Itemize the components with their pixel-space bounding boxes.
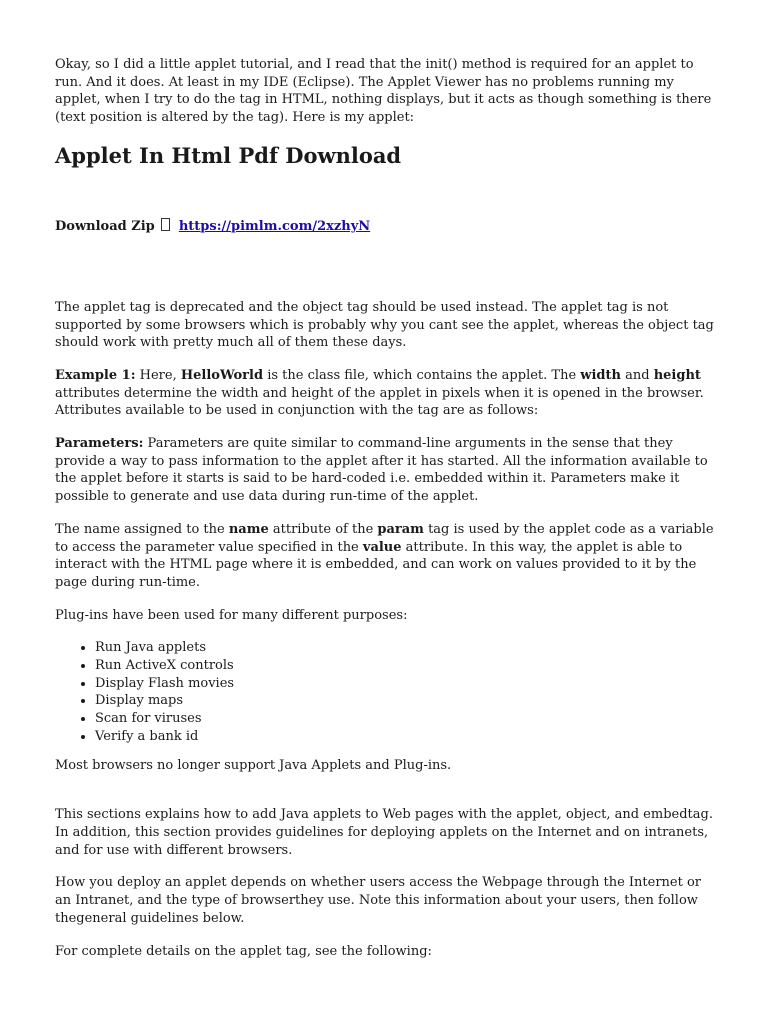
example-label: Example 1: (55, 367, 136, 383)
download-label: Download Zip (55, 218, 155, 234)
name-attr-text-3: tag is used by the applet code as a variable to access the parameter value specified in the (55, 521, 714, 555)
example-text-2: is the class file, which contains the applet. The (263, 367, 581, 383)
deploy-paragraph: How you deploy an applet depends on whether users access the Webpage through the Internet or an Intranet, and the type of browserthey use. Note this information about your users, then follow thegeneral guidelines below. (55, 875, 702, 926)
list-item: • Display maps (95, 692, 720, 710)
plugin-uses-list (55, 639, 720, 745)
plugins-intro-paragraph: Plug-ins have been used for many different purposes: (55, 607, 408, 623)
example-bold-height: height (653, 367, 701, 383)
deprecated-paragraph: The applet tag is deprecated and the object tag should be used instead. The applet tag is not supported by some browsers which is probably why you cant see the applet, whereas the object tag should work with pretty much all of them these days. (55, 299, 714, 351)
example-text-4: attributes determine the width and height of the applet in pixels when it is opened in the browser. Attributes available to be used in conjunction with the tag are as follows: (55, 385, 704, 419)
name-attr-text-1: The name assigned to the (55, 521, 229, 537)
list-item: • Run ActiveX controls (95, 657, 720, 675)
details-paragraph: For complete details on the applet tag, see the following: (55, 943, 432, 959)
name-attr-text-2: attribute of the (268, 521, 378, 537)
sections-paragraph: This sections explains how to add Java applets to Web pages with the applet, object, and embedtag. In addition, this section provides guidelines for deploying applets on the Internet and on intranets, and for use with different browsers. (55, 807, 713, 858)
name-attr-bold-name: name (228, 521, 269, 537)
example-text-1: Here, (135, 367, 181, 383)
download-link[interactable]: https://pimlm.com/2xzhyN (178, 218, 371, 234)
list-item: • Scan for viruses (95, 710, 720, 728)
missing-glyph-icon (161, 218, 170, 231)
example-bold-width: width (580, 367, 621, 383)
name-attr-bold-value: value (362, 539, 402, 555)
example-bold-helloworld: HelloWorld (180, 367, 264, 383)
name-attribute-paragraph (55, 521, 720, 592)
example-paragraph (55, 367, 720, 420)
parameters-text: Parameters are quite similar to command-line arguments in the sense that they provide a way to pass information to the applet after it has started. All the information available to the applet before it starts is said to be hard-coded i.e. embedded within it. Parameters make it possible to generate and use data during run-time of the applet. (55, 436, 708, 505)
page-title: Applet In Html Pdf Download (55, 142, 402, 168)
name-attr-bold-param: param (377, 521, 424, 537)
most-browsers-paragraph: Most browsers no longer support Java Applets and Plug-ins. (55, 757, 452, 773)
list-item: • Verify a bank id (95, 728, 720, 746)
intro-paragraph: Okay, so I did a little applet tutorial, and I read that the init() method is required for an applet to run. And it does. At least in my IDE (Eclipse). The Applet Viewer has no problems running my applet, when I try to do the tag in HTML, nothing displays, but it acts as though something is there (text position is altered by the tag). Here is my applet: (55, 57, 712, 126)
download-line (55, 218, 720, 235)
name-attr-text-4: attribute. In this way, the applet is able to interact with the HTML page where it is embedded, and can work on values provided to it by the page during run-time. (55, 539, 697, 590)
example-text-3: and (620, 367, 654, 383)
parameters-paragraph (55, 435, 720, 506)
list-item: • Display Flash movies (95, 675, 720, 693)
list-item: • Run Java applets (95, 639, 720, 657)
parameters-label: Parameters: (55, 436, 144, 452)
